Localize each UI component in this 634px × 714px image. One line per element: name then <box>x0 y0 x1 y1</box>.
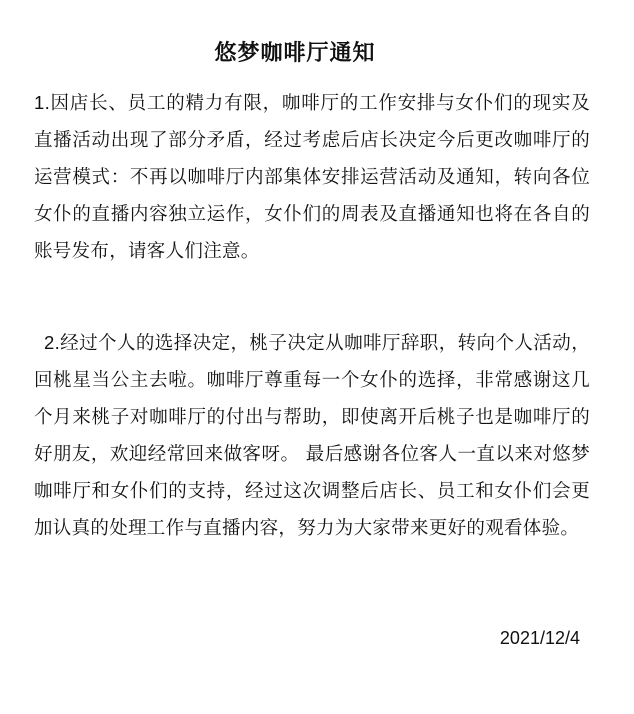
paragraph-1 <box>34 84 590 270</box>
page-title: 悠梦咖啡厅通知 <box>214 41 376 66</box>
paragraph-2-text: 经过个人的选择决定，桃子决定从咖啡厅辞职，转向个人活动，回桃星当公主去啦。咖啡厅尊重每一个女仆的选择，非常感谢这几个月来桃子对咖啡厅的付出与帮助，即使离开后桃子也是咖啡厅的好朋友，欢迎经常回来做客呀。 最后感谢各位客人一直以来对悠梦咖啡厅和女仆们的支持，经过这次调整后店长、员工和女仆们会更加认真的处理工作与直播内容，努力为大家带来更好的观看体验。 <box>34 333 590 539</box>
paragraph-1-text: 因店长、员工的精力有限，咖啡厅的工作安排与女仆们的现实及直播活动出现了部分矛盾，经过考虑后店长决定今后更改咖啡厅的运营模式：不再以咖啡厅内部集体安排运营活动及通知，转向各位女仆的直播内容独立运作，女仆们的周表及直播通知也将在各自的账号发布，请客人们注意。 <box>34 93 590 262</box>
notice-date: 2021/12/4 <box>499 628 580 648</box>
paragraph-2-number: 2. <box>44 332 61 353</box>
paragraph-2 <box>34 324 590 547</box>
paragraph-1-number: 1. <box>34 92 51 113</box>
